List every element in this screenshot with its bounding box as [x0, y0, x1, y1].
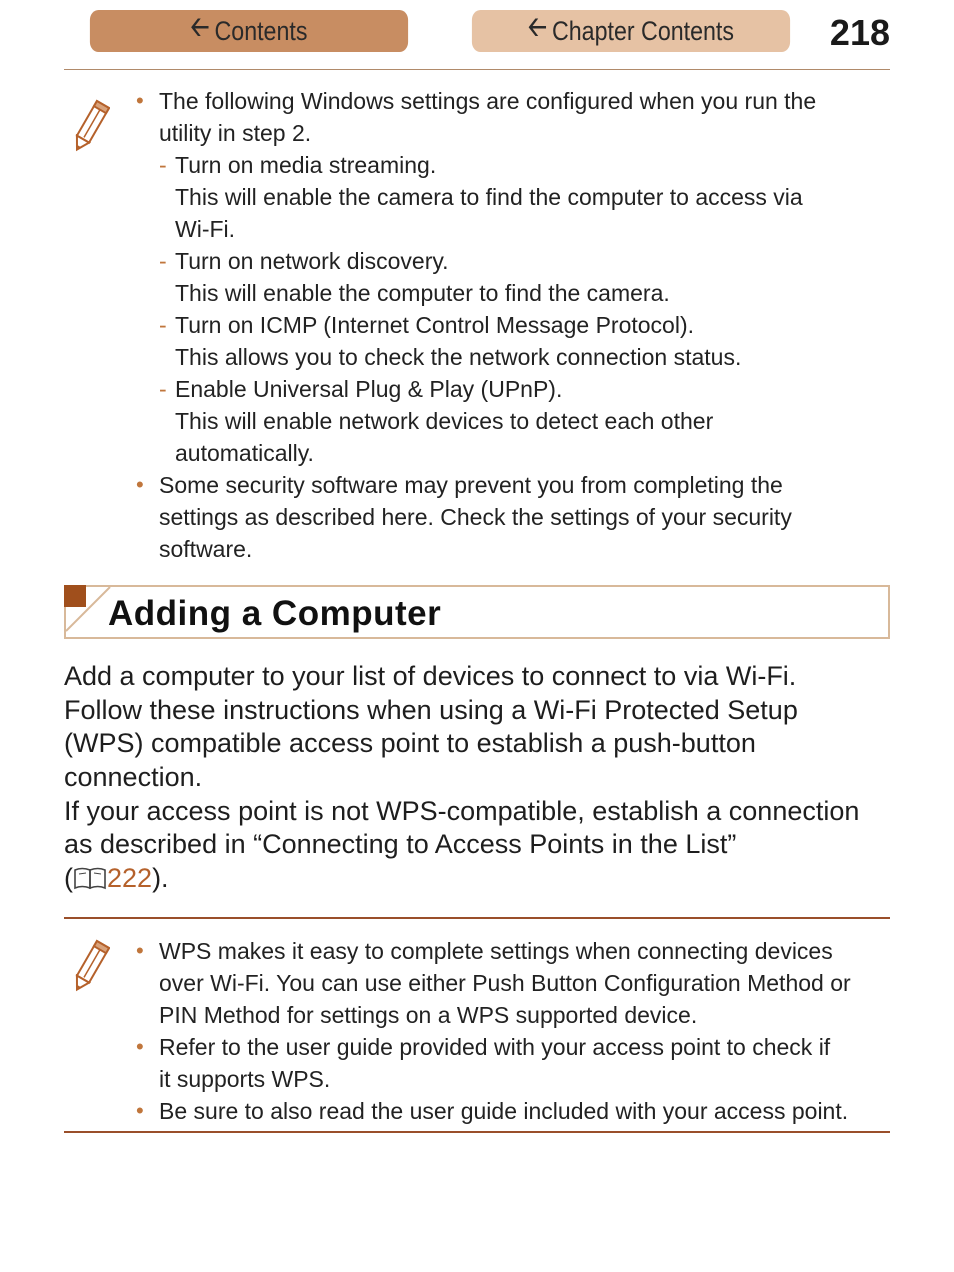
page-reference: ( 222). — [64, 863, 169, 894]
sub-item-line — [159, 341, 890, 373]
sub-item-line — [159, 149, 890, 181]
line-text: over Wi-Fi. You can use either Push Button Configuration Method or — [159, 970, 851, 996]
bullet-marker: • — [136, 88, 144, 113]
chapter-contents-button-label: Chapter Contents — [551, 15, 734, 46]
line-text: utility in step 2. — [159, 120, 312, 146]
line-text: Turn on ICMP (Internet Control Message Protocol). — [175, 312, 694, 338]
line-text: Refer to the user guide provided with your access point to check if — [159, 1034, 831, 1060]
note-2-bottom-divider — [64, 1131, 890, 1133]
line-text: Turn on media streaming. — [175, 152, 437, 178]
page-link-222[interactable]: 222 — [107, 863, 153, 894]
body-line: Add a computer to your list of devices to connect to via Wi-Fi. — [64, 661, 797, 691]
section-heading — [64, 585, 890, 639]
dash-marker: - — [159, 376, 167, 402]
chapter-contents-button[interactable] — [472, 10, 790, 52]
contents-button-label: Contents — [214, 15, 308, 46]
page-number: 218 — [829, 12, 890, 53]
back-arrow-icon: 🡠 — [528, 12, 547, 42]
pencil-icon — [70, 939, 110, 995]
line-text: software. — [159, 536, 253, 562]
body-line: as described in “Connecting to Access Points in the List” — [64, 829, 737, 860]
bullet-item-line — [159, 967, 890, 999]
sub-item-line — [159, 373, 890, 405]
line-text: This allows you to check the network connection status. — [175, 344, 742, 370]
sub-item-line — [159, 181, 890, 213]
bullet-item-line — [136, 1095, 890, 1127]
line-text: Be sure to also read the user guide included with your access point. — [159, 1098, 849, 1124]
book-icon — [73, 866, 107, 890]
bullet-item-line — [136, 469, 890, 501]
line-text: Wi-Fi. — [175, 216, 236, 242]
note-2-text — [136, 935, 890, 1127]
line-text: This will enable the camera to find the computer to access via — [175, 184, 803, 210]
line-text: settings as described here. Check the settings of your security — [159, 504, 792, 530]
bullet-item-line — [159, 999, 890, 1031]
bullet-item-line — [159, 501, 890, 533]
section-title: Adding a Computer — [108, 594, 442, 633]
line-text: This will enable network devices to detect each other — [175, 408, 714, 434]
sub-item-line — [159, 277, 890, 309]
dash-marker: - — [159, 152, 167, 178]
heading-square — [64, 585, 86, 607]
line-text: This will enable the computer to find the camera. — [175, 280, 670, 306]
bullet-item-line — [159, 117, 890, 149]
sub-item-line — [159, 309, 890, 341]
bullet-marker: • — [136, 472, 144, 497]
dash-marker: - — [159, 312, 167, 338]
line-text: The following Windows settings are configured when you run the — [159, 88, 817, 114]
line-text: PIN Method for settings on a WPS supported device. — [159, 1002, 698, 1028]
contents-button[interactable] — [90, 10, 408, 52]
sub-item-line — [159, 245, 890, 277]
line-text: automatically. — [175, 440, 314, 466]
body-line: If your access point is not WPS-compatible, establish a connection — [64, 795, 860, 826]
body-line: connection. — [64, 762, 203, 793]
line-text: it supports WPS. — [159, 1066, 331, 1092]
body-line: Follow these instructions when using a Wi-Fi Protected Setup — [64, 694, 798, 725]
sub-item-line — [159, 405, 890, 437]
line-text: Enable Universal Plug & Play (UPnP). — [175, 376, 563, 402]
line-text: Some security software may prevent you from completing the — [159, 472, 783, 498]
line-text: WPS makes it easy to complete settings when connecting devices — [159, 938, 833, 964]
section-body — [64, 660, 904, 896]
bullet-item-line — [136, 85, 890, 117]
back-arrow-icon: 🡠 — [190, 12, 210, 42]
bullet-marker: • — [136, 1034, 144, 1059]
top-divider — [64, 69, 890, 70]
note-2-top-divider — [64, 917, 890, 919]
bullet-item-line — [136, 935, 890, 967]
sub-item-line — [159, 213, 890, 245]
bullet-item-line — [159, 533, 890, 565]
bullet-marker: • — [136, 1098, 144, 1123]
pencil-icon — [70, 99, 110, 155]
bullet-item-line — [159, 1063, 890, 1095]
bullet-item-line — [136, 1031, 890, 1063]
note-1-text — [136, 85, 890, 565]
sub-item-line — [159, 437, 890, 469]
dash-marker: - — [159, 248, 167, 274]
bullet-marker: • — [136, 938, 144, 963]
body-line: (WPS) compatible access point to establish a push-button — [64, 728, 756, 759]
line-text: Turn on network discovery. — [175, 248, 449, 274]
